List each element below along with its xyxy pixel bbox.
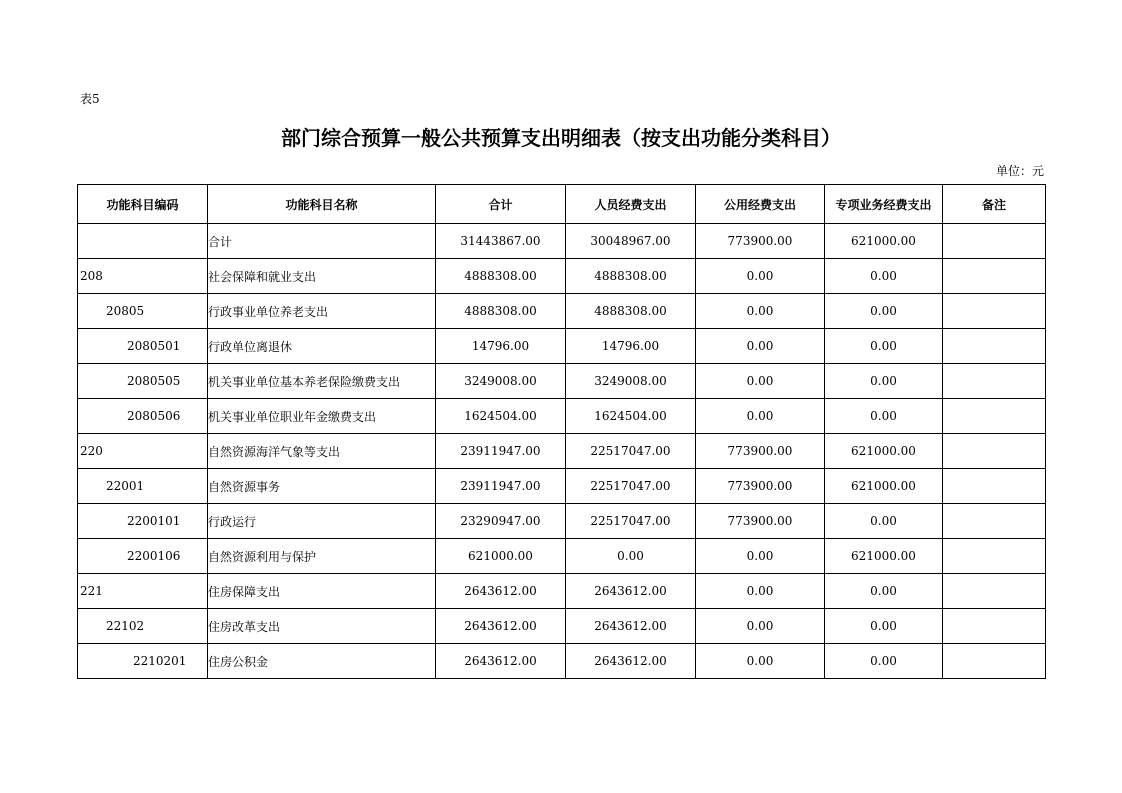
cell-public: 773900.00 <box>696 224 825 259</box>
cell-code: 208 <box>78 259 208 294</box>
cell-total: 2643612.00 <box>436 574 566 609</box>
cell-total: 23290947.00 <box>436 504 566 539</box>
cell-code <box>78 224 208 259</box>
cell-personnel: 4888308.00 <box>566 259 696 294</box>
cell-personnel: 30048967.00 <box>566 224 696 259</box>
table-row <box>78 364 1046 399</box>
cell-public: 0.00 <box>696 574 825 609</box>
cell-note <box>943 329 1046 364</box>
cell-code: 22102 <box>78 609 208 644</box>
table-row <box>78 504 1046 539</box>
cell-code: 220 <box>78 434 208 469</box>
cell-name: 行政单位离退休 <box>208 329 436 364</box>
table-row <box>78 469 1046 504</box>
cell-name: 行政运行 <box>208 504 436 539</box>
cell-name: 自然资源利用与保护 <box>208 539 436 574</box>
table-row <box>78 294 1046 329</box>
cell-total: 23911947.00 <box>436 469 566 504</box>
cell-note <box>943 609 1046 644</box>
cell-public: 0.00 <box>696 364 825 399</box>
page-title: 部门综合预算一般公共预算支出明细表（按支出功能分类科目） <box>281 126 841 150</box>
cell-note <box>943 399 1046 434</box>
unit-label: 单位：元 <box>995 164 1044 178</box>
cell-personnel: 1624504.00 <box>566 399 696 434</box>
cell-public: 773900.00 <box>696 504 825 539</box>
cell-code: 2200106 <box>78 539 208 574</box>
budget-table <box>77 184 1046 679</box>
cell-total: 2643612.00 <box>436 644 566 679</box>
table-number: 表5 <box>80 92 100 106</box>
cell-special: 621000.00 <box>825 224 943 259</box>
cell-special: 621000.00 <box>825 434 943 469</box>
cell-name: 行政事业单位养老支出 <box>208 294 436 329</box>
table-row <box>78 224 1046 259</box>
cell-name: 自然资源事务 <box>208 469 436 504</box>
cell-code: 2080505 <box>78 364 208 399</box>
cell-code: 2080506 <box>78 399 208 434</box>
cell-personnel: 3249008.00 <box>566 364 696 399</box>
cell-total: 3249008.00 <box>436 364 566 399</box>
cell-public: 0.00 <box>696 539 825 574</box>
cell-public: 0.00 <box>696 399 825 434</box>
table-row <box>78 259 1046 294</box>
column-header-total: 合计 <box>436 185 566 224</box>
column-header-code: 功能科目编码 <box>78 185 208 224</box>
table-row <box>78 609 1046 644</box>
cell-name: 住房改革支出 <box>208 609 436 644</box>
cell-name: 住房公积金 <box>208 644 436 679</box>
cell-special: 621000.00 <box>825 469 943 504</box>
cell-code: 221 <box>78 574 208 609</box>
cell-name: 机关事业单位职业年金缴费支出 <box>208 399 436 434</box>
cell-code: 22001 <box>78 469 208 504</box>
cell-public: 0.00 <box>696 294 825 329</box>
cell-special: 0.00 <box>825 574 943 609</box>
cell-personnel: 22517047.00 <box>566 469 696 504</box>
cell-total: 2643612.00 <box>436 609 566 644</box>
cell-special: 0.00 <box>825 399 943 434</box>
cell-note <box>943 434 1046 469</box>
cell-personnel: 14796.00 <box>566 329 696 364</box>
cell-public: 773900.00 <box>696 434 825 469</box>
column-header-public: 公用经费支出 <box>696 185 825 224</box>
table-row <box>78 539 1046 574</box>
cell-personnel: 2643612.00 <box>566 609 696 644</box>
cell-special: 621000.00 <box>825 539 943 574</box>
cell-note <box>943 224 1046 259</box>
cell-name: 社会保障和就业支出 <box>208 259 436 294</box>
cell-note <box>943 574 1046 609</box>
cell-special: 0.00 <box>825 609 943 644</box>
cell-total: 4888308.00 <box>436 259 566 294</box>
cell-public: 0.00 <box>696 329 825 364</box>
cell-note <box>943 469 1046 504</box>
cell-total: 31443867.00 <box>436 224 566 259</box>
cell-total: 4888308.00 <box>436 294 566 329</box>
cell-name: 住房保障支出 <box>208 574 436 609</box>
cell-code: 2210201 <box>78 644 208 679</box>
cell-name: 合计 <box>208 224 436 259</box>
table-row <box>78 644 1046 679</box>
cell-code: 20805 <box>78 294 208 329</box>
table-row <box>78 329 1046 364</box>
cell-total: 14796.00 <box>436 329 566 364</box>
cell-special: 0.00 <box>825 644 943 679</box>
cell-code: 2200101 <box>78 504 208 539</box>
cell-name: 机关事业单位基本养老保险缴费支出 <box>208 364 436 399</box>
cell-public: 0.00 <box>696 644 825 679</box>
cell-special: 0.00 <box>825 329 943 364</box>
cell-note <box>943 644 1046 679</box>
cell-total: 23911947.00 <box>436 434 566 469</box>
cell-special: 0.00 <box>825 259 943 294</box>
table-header-row <box>78 185 1046 224</box>
table-row <box>78 399 1046 434</box>
cell-personnel: 2643612.00 <box>566 644 696 679</box>
cell-code: 2080501 <box>78 329 208 364</box>
cell-total: 1624504.00 <box>436 399 566 434</box>
column-header-special: 专项业务经费支出 <box>825 185 943 224</box>
column-header-name: 功能科目名称 <box>208 185 436 224</box>
cell-note <box>943 364 1046 399</box>
cell-note <box>943 539 1046 574</box>
cell-personnel: 0.00 <box>566 539 696 574</box>
cell-special: 0.00 <box>825 504 943 539</box>
cell-public: 0.00 <box>696 609 825 644</box>
cell-note <box>943 259 1046 294</box>
cell-special: 0.00 <box>825 294 943 329</box>
cell-note <box>943 294 1046 329</box>
cell-total: 621000.00 <box>436 539 566 574</box>
cell-public: 0.00 <box>696 259 825 294</box>
table-row <box>78 574 1046 609</box>
cell-personnel: 2643612.00 <box>566 574 696 609</box>
cell-personnel: 22517047.00 <box>566 434 696 469</box>
column-header-personnel: 人员经费支出 <box>566 185 696 224</box>
table-row <box>78 434 1046 469</box>
cell-personnel: 22517047.00 <box>566 504 696 539</box>
column-header-note: 备注 <box>943 185 1046 224</box>
cell-name: 自然资源海洋气象等支出 <box>208 434 436 469</box>
cell-public: 773900.00 <box>696 469 825 504</box>
cell-note <box>943 504 1046 539</box>
cell-special: 0.00 <box>825 364 943 399</box>
cell-personnel: 4888308.00 <box>566 294 696 329</box>
